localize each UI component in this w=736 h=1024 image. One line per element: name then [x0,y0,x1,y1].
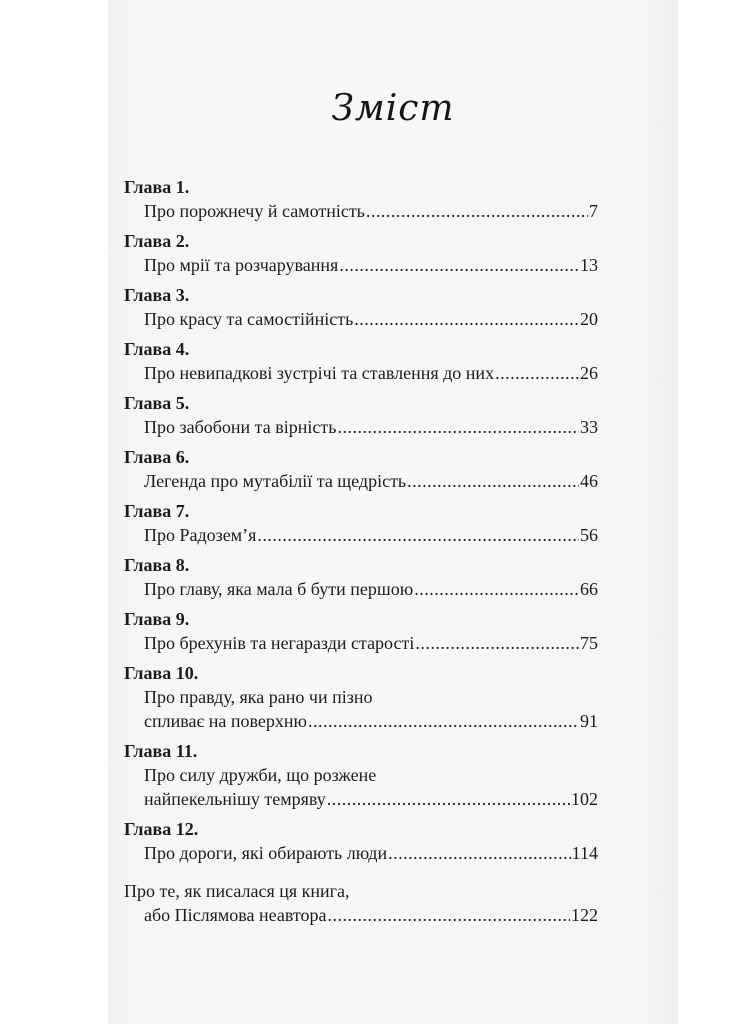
toc-entry-chapter-6[interactable] [124,445,598,493]
chapter-title-line [124,415,598,439]
chapter-title: Про главу, яка мала б бути першою [144,579,414,599]
toc-entry-chapter-8[interactable] [124,553,598,601]
chapter-title: Легенда про мутабілії та щедрість [144,471,407,491]
chapter-title: Про дороги, які обирають люди [144,843,388,863]
chapter-label: Глава 10. [124,663,199,683]
chapter-label: Глава 1. [124,177,190,197]
chapter-title-line-1 [124,763,598,787]
chapter-label: Глава 7. [124,501,190,521]
dot-leader [327,787,570,811]
page-number: 26 [580,363,598,383]
chapter-title-line [124,523,598,547]
dot-leader [495,361,579,385]
page-number: 122 [571,905,598,925]
toc-entry-chapter-1[interactable] [124,175,598,223]
page-number: 114 [571,843,598,863]
afterword-title-continued: або Післямова неавтора [144,905,327,925]
toc-entry-chapter-5[interactable] [124,391,598,439]
chapter-label: Глава 3. [124,285,190,305]
chapter-title-line [124,361,598,385]
toc-entry-chapter-7[interactable] [124,499,598,547]
chapter-label: Глава 9. [124,609,190,629]
dot-leader [328,903,570,927]
toc-entry-chapter-11[interactable] [124,739,598,811]
chapter-title-line-2 [124,787,598,811]
toc-entry-afterword[interactable] [124,879,598,927]
dot-leader [257,523,579,547]
chapter-title: Про правду, яка рано чи пізно [144,687,373,707]
page-number: 75 [580,633,598,653]
chapter-label: Глава 2. [124,231,190,251]
chapter-title: Про Радозем’я [144,525,257,545]
chapter-label: Глава 4. [124,339,190,359]
toc-entry-chapter-2[interactable] [124,229,598,277]
page-number: 20 [580,309,598,329]
chapter-title: Про порожнечу й самотність [144,201,365,221]
afterword-title: Про те, як писалася ця книга, [124,881,350,901]
page-number: 13 [580,255,598,275]
chapter-title-line [124,469,598,493]
chapter-title: Про невипадкові зустрічі та ставлення до них [144,363,495,383]
toc-entry-chapter-3[interactable] [124,283,598,331]
chapter-title: Про забобони та вірність [144,417,337,437]
chapter-title-line [124,199,598,223]
page-number: 46 [580,471,598,491]
chapter-label: Глава 6. [124,447,190,467]
dot-leader [415,631,579,655]
chapter-label: Глава 12. [124,819,199,839]
chapter-title-continued: спливає на поверхню [144,711,307,731]
dot-leader [366,199,588,223]
table-of-contents [124,175,598,933]
page-number: 102 [571,789,598,809]
chapter-label: Глава 11. [124,741,198,761]
chapter-title-line [124,253,598,277]
toc-entry-chapter-10[interactable] [124,661,598,733]
dot-leader [308,709,579,733]
page-number: 56 [580,525,598,545]
chapter-title: Про брехунів та негаразди старості [144,633,415,653]
chapter-label: Глава 8. [124,555,190,575]
chapter-title: Про мрії та розчарування [144,255,339,275]
dot-leader [407,469,579,493]
chapter-label: Глава 5. [124,393,190,413]
toc-entry-chapter-12[interactable] [124,817,598,865]
chapter-title-line-1 [124,685,598,709]
page-number: 7 [589,201,598,221]
dot-leader [388,841,571,865]
book-page [108,0,678,1024]
chapter-title: Про красу та самостійність [144,309,354,329]
chapter-title-line [124,307,598,331]
page-title: Зміст [331,88,455,129]
chapter-title-line [124,841,598,865]
page-number: 66 [580,579,598,599]
afterword-title-line-2 [124,903,598,927]
chapter-title-line-2 [124,709,598,733]
toc-entry-chapter-4[interactable] [124,337,598,385]
chapter-title-line [124,577,598,601]
page-number: 91 [580,711,598,731]
chapter-title-line [124,631,598,655]
page-number: 33 [580,417,598,437]
dot-leader [337,415,579,439]
chapter-title-continued: найпекельнішу темряву [144,789,326,809]
toc-entry-chapter-9[interactable] [124,607,598,655]
dot-leader [354,307,579,331]
chapter-title: Про силу дружби, що розжене [144,765,377,785]
dot-leader [339,253,579,277]
dot-leader [414,577,579,601]
